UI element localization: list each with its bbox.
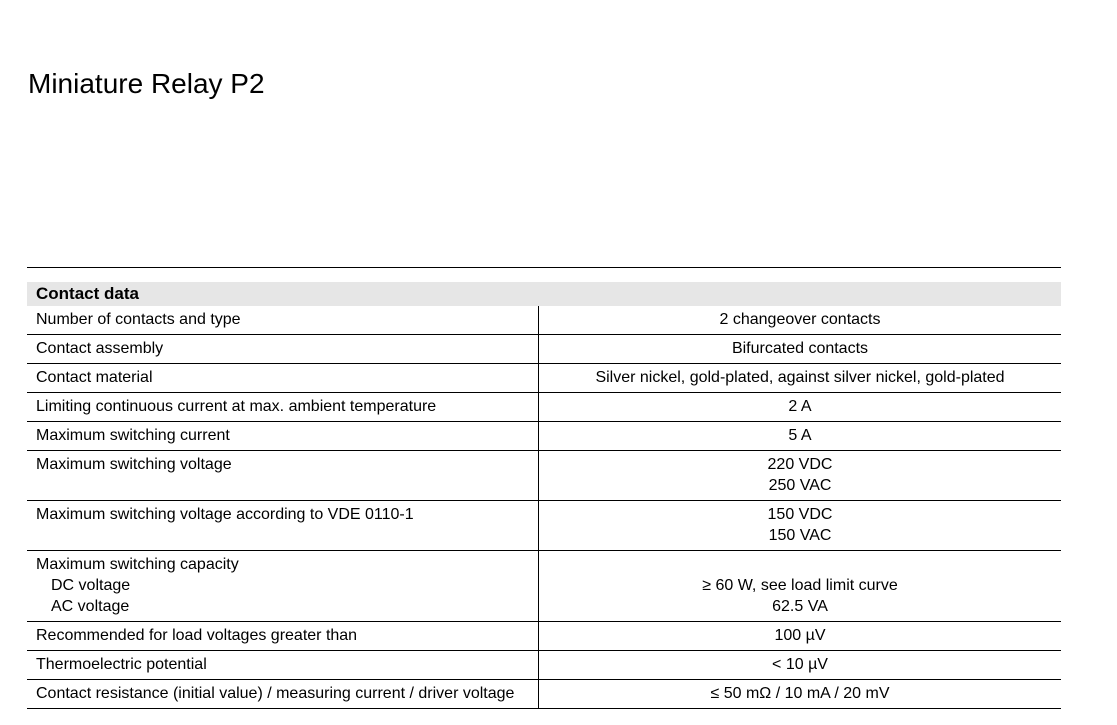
row-label (27, 451, 539, 501)
row-value (539, 651, 1062, 680)
row-label (27, 551, 539, 622)
row-value-text: 5 A (788, 427, 812, 444)
table-row (27, 451, 1061, 501)
row-label-text: Contact assembly (36, 340, 164, 357)
table-row (27, 651, 1061, 680)
row-label (27, 651, 539, 680)
row-value-text: ≤ 50 mΩ / 10 mA / 20 mV (710, 685, 890, 702)
row-sublabel-text: AC voltage (51, 598, 130, 615)
table-row (27, 680, 1061, 709)
row-value-spacer (543, 554, 1057, 575)
row-label (27, 501, 539, 551)
row-label (27, 422, 539, 451)
row-value-text: < 10 µV (772, 656, 828, 673)
top-divider (27, 267, 1061, 268)
table-row (27, 393, 1061, 422)
row-value (539, 622, 1062, 651)
row-label (27, 306, 539, 335)
row-value-text: 150 VAC (768, 527, 832, 544)
table-row (27, 364, 1061, 393)
row-label-text: Maximum switching voltage (36, 456, 232, 473)
table-row (27, 422, 1061, 451)
row-value-text: 2 A (788, 398, 812, 415)
row-value (539, 551, 1062, 622)
row-value (539, 422, 1062, 451)
row-sublabel-text: DC voltage (51, 577, 131, 594)
table-row (27, 335, 1061, 364)
row-value-text: 62.5 VA (772, 598, 828, 615)
row-value (539, 451, 1062, 501)
row-value (539, 501, 1062, 551)
row-label (27, 364, 539, 393)
table-row (27, 551, 1061, 622)
row-label (27, 622, 539, 651)
section-header-contact-data: Contact data (27, 282, 1061, 306)
row-label-text: Contact resistance (initial value) / measuring current / driver voltage (36, 685, 515, 702)
row-value-text: 220 VDC (767, 456, 833, 473)
row-label-text: Recommended for load voltages greater than (36, 627, 358, 644)
row-label-text: Thermoelectric potential (36, 656, 207, 673)
row-label (27, 393, 539, 422)
row-value (539, 393, 1062, 422)
row-value-text: Bifurcated contacts (731, 340, 869, 357)
row-value (539, 306, 1062, 335)
row-value (539, 364, 1062, 393)
table-row (27, 501, 1061, 551)
contact-data-table (27, 306, 1061, 709)
table-row (27, 306, 1061, 335)
row-value-text: Silver nickel, gold-plated, against silver nickel, gold-plated (595, 369, 1005, 386)
row-label-text: Maximum switching voltage according to VDE 0110-1 (36, 506, 414, 523)
row-value-text: 250 VAC (768, 477, 832, 494)
row-label-text: Number of contacts and type (36, 311, 241, 328)
row-value-text: 2 changeover contacts (719, 311, 881, 328)
page-title: Miniature Relay P2 (28, 68, 265, 99)
row-label (27, 680, 539, 709)
row-value (539, 680, 1062, 709)
row-label-text: Contact material (36, 369, 153, 386)
row-value-text: 150 VDC (767, 506, 833, 523)
row-label-text: Maximum switching capacity (36, 556, 239, 573)
row-value-text: ≥ 60 W, see load limit curve (702, 577, 898, 594)
table-row (27, 622, 1061, 651)
row-value-text: 100 µV (774, 627, 826, 644)
row-label-text: Limiting continuous current at max. ambient temperature (36, 398, 437, 415)
row-value (539, 335, 1062, 364)
row-label-text: Maximum switching current (36, 427, 230, 444)
row-label (27, 335, 539, 364)
